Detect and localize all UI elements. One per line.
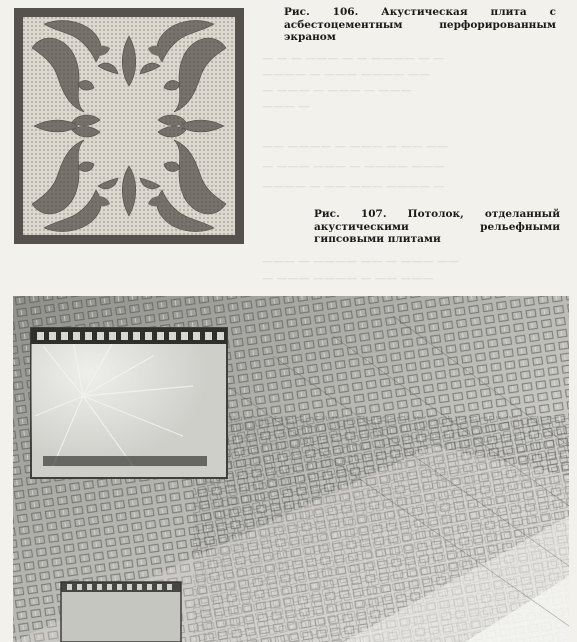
bleed-through-text: — — — ——— — — ———— — — bbox=[262, 52, 444, 65]
bleed-through-text: — ——— — ——— — ——— bbox=[262, 84, 412, 97]
figure-107-caption: Рис. 107. Потолок, отделанный акустическими рельефными гипсовыми плитами bbox=[314, 208, 560, 245]
figure-106-caption: Рис. 106. Акустическая плита с асбестоцементным перфорированным экраном bbox=[284, 6, 556, 43]
ceiling-photo bbox=[13, 296, 569, 642]
bleed-through-text: — ——— ———— — —— ——— bbox=[262, 272, 434, 285]
acoustic-tile-photo bbox=[14, 8, 244, 244]
bleed-through-text: ——— — ———— —— — ——— —— bbox=[262, 255, 459, 268]
bleed-through-text: — ——— ——— — ———— ——— bbox=[262, 160, 445, 173]
bleed-through-text: ———— — —— ——— ———— — bbox=[262, 180, 445, 193]
bleed-through-text: —— ———— — ——— — —— —— bbox=[262, 140, 448, 153]
bleed-through-text: ——— — bbox=[262, 100, 310, 113]
bleed-through-text: ———— — ——— ———— —— bbox=[262, 68, 430, 81]
